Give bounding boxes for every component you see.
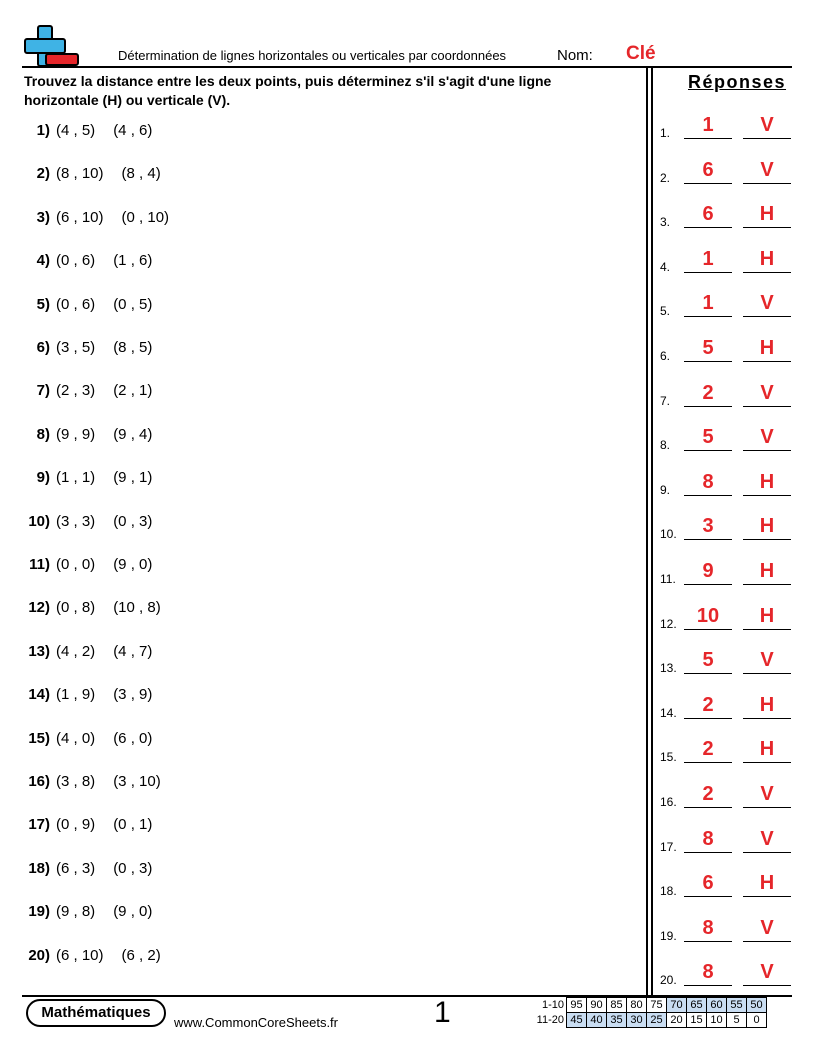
brand-badge: Mathématiques — [26, 999, 166, 1027]
type-answer: H — [759, 560, 775, 582]
type-answer-line — [743, 629, 791, 630]
score-row — [528, 998, 767, 1013]
answer-number: 13. — [660, 661, 677, 676]
point-2: (0 , 10) — [121, 208, 170, 226]
type-answer-line — [743, 272, 791, 273]
point-2: (2 , 1) — [113, 382, 153, 400]
type-answer-line — [743, 361, 791, 362]
point-2: (6 , 0) — [113, 729, 153, 747]
column-divider — [646, 68, 653, 996]
distance-answer: 5 — [702, 426, 714, 449]
type-answer: V — [760, 827, 774, 850]
problem-number: 18) — [28, 859, 50, 877]
score-cell: 35 — [607, 1013, 627, 1028]
problem-item — [24, 425, 152, 445]
problem-number: 15) — [28, 729, 50, 747]
score-range-label: 11-20 — [536, 1014, 564, 1026]
distance-answer-line — [684, 316, 732, 317]
problem-number: 4) — [36, 252, 50, 270]
score-cell: 0 — [747, 1013, 767, 1028]
answer-number: 5. — [660, 304, 671, 319]
type-answer-line — [743, 316, 791, 317]
type-answer: V — [760, 961, 774, 984]
problem-number: 14) — [28, 686, 50, 704]
type-answer-line — [743, 539, 791, 540]
answer-number: 12. — [660, 616, 677, 631]
distance-answer: 1 — [702, 292, 714, 315]
point-2: (0 , 3) — [113, 512, 153, 530]
point-1: (1 , 9) — [56, 686, 96, 704]
point-2: (4 , 7) — [113, 642, 153, 660]
score-cell: 15 — [687, 1013, 707, 1028]
problem-number: 19) — [28, 903, 50, 921]
point-2: (0 , 1) — [113, 816, 153, 834]
type-answer-line — [743, 495, 791, 496]
score-cell: 40 — [587, 1013, 607, 1028]
type-answer: V — [760, 158, 774, 181]
point-1: (8 , 10) — [56, 165, 104, 183]
answers-title: Réponses — [688, 72, 787, 92]
point-2: (9 , 4) — [113, 425, 153, 443]
point-2: (1 , 6) — [113, 252, 153, 270]
answer-row — [660, 378, 792, 408]
problem-item — [24, 685, 152, 705]
distance-answer-line — [684, 361, 732, 362]
score-range-label: 1-10 — [541, 999, 564, 1011]
distance-answer: 8 — [702, 916, 714, 939]
type-answer: H — [759, 693, 775, 716]
point-2: (0 , 5) — [113, 295, 153, 313]
type-answer: V — [760, 114, 774, 136]
type-answer-line — [743, 183, 791, 184]
distance-answer: 3 — [702, 515, 714, 538]
point-1: (0 , 6) — [56, 295, 96, 313]
problem-item — [24, 946, 161, 966]
answer-number: 4. — [660, 259, 671, 274]
problem-item — [24, 902, 152, 922]
distance-answer-line — [684, 495, 732, 496]
problem-number: 1) — [36, 122, 50, 139]
distance-answer-line — [684, 896, 732, 897]
distance-answer-line — [684, 629, 732, 630]
point-1: (9 , 8) — [56, 903, 96, 921]
problem-item — [24, 121, 152, 141]
answer-number: 20. — [660, 973, 677, 988]
answer-number: 14. — [660, 705, 677, 720]
score-cell: 30 — [627, 1013, 647, 1028]
problem-number: 12) — [28, 599, 50, 617]
answer-row — [660, 110, 792, 140]
answer-number: 11. — [660, 572, 676, 586]
distance-answer: 9 — [702, 560, 714, 582]
distance-answer-line — [684, 762, 732, 763]
distance-answer: 5 — [702, 649, 714, 672]
score-row — [528, 1013, 767, 1028]
type-answer: H — [759, 337, 775, 359]
point-2: (10 , 8) — [113, 599, 161, 617]
answer-number: 16. — [660, 795, 677, 809]
point-1: (0 , 6) — [56, 252, 96, 270]
point-1: (3 , 5) — [56, 339, 96, 356]
problem-number: 11) — [29, 556, 50, 573]
answer-number: 17. — [660, 839, 677, 854]
problem-item — [24, 642, 152, 662]
problem-number: 16) — [28, 773, 50, 790]
type-answer: V — [760, 649, 774, 672]
problem-number: 6) — [36, 339, 50, 356]
problem-number: 7) — [36, 382, 50, 400]
distance-answer: 10 — [696, 604, 720, 627]
problem-number: 13) — [28, 642, 50, 660]
answer-number: 1. — [660, 126, 671, 140]
answer-number: 6. — [660, 349, 671, 363]
point-1: (2 , 3) — [56, 382, 96, 400]
problem-item — [24, 468, 152, 488]
type-answer-line — [743, 138, 791, 139]
answer-number: 3. — [660, 215, 671, 230]
answer-row — [660, 913, 792, 943]
type-answer: H — [759, 203, 775, 226]
point-2: (0 , 3) — [113, 859, 153, 877]
type-answer: H — [759, 515, 775, 538]
distance-answer: 8 — [702, 470, 714, 493]
point-2: (6 , 2) — [121, 946, 161, 964]
distance-answer-line — [684, 406, 732, 407]
answer-row — [660, 333, 792, 363]
answer-number: 19. — [660, 928, 677, 943]
type-answer: V — [760, 916, 774, 939]
answer-number: 2. — [660, 170, 671, 185]
type-answer: V — [760, 381, 774, 404]
answer-row — [660, 422, 792, 452]
answer-row — [660, 734, 792, 764]
point-1: (1 , 1) — [56, 469, 96, 487]
score-cell: 60 — [707, 998, 727, 1013]
problem-item — [24, 555, 152, 575]
point-1: (6 , 10) — [56, 208, 104, 226]
problem-number: 3) — [36, 208, 50, 226]
answer-number: 9. — [660, 482, 671, 497]
distance-answer: 2 — [702, 738, 714, 761]
problem-item — [24, 598, 161, 618]
point-1: (3 , 8) — [56, 773, 96, 790]
point-2: (4 , 6) — [113, 122, 153, 139]
answer-row — [660, 199, 792, 229]
page-number: 1 — [434, 996, 451, 1029]
score-cell: 95 — [567, 998, 587, 1013]
distance-answer-line — [684, 272, 732, 273]
distance-answer-line — [684, 718, 732, 719]
problem-number: 5) — [36, 295, 50, 313]
point-2: (8 , 4) — [121, 165, 161, 183]
type-answer-line — [743, 896, 791, 897]
instructions: Trouvez la distance entre les deux points, puis déterminez s'il s'agit d'une ligne horizontale (H) ou verticale (V). — [24, 73, 552, 108]
problem-number: 9) — [36, 469, 50, 487]
point-1: (0 , 8) — [56, 599, 96, 617]
problem-item — [24, 164, 161, 184]
score-cell: 5 — [727, 1013, 747, 1028]
problem-number: 17) — [28, 816, 50, 834]
answer-row — [660, 244, 792, 274]
distance-answer: 2 — [702, 783, 714, 805]
score-cell: 25 — [647, 1013, 667, 1028]
type-answer: H — [759, 247, 775, 270]
distance-answer: 2 — [702, 693, 714, 716]
problem-item — [24, 815, 152, 835]
answer-row — [660, 690, 792, 720]
score-cell: 50 — [747, 998, 767, 1013]
distance-answer: 8 — [702, 961, 714, 984]
point-2: (9 , 0) — [113, 903, 153, 921]
problem-item — [24, 512, 152, 532]
score-cell: 90 — [587, 998, 607, 1013]
type-answer: V — [760, 292, 774, 315]
distance-answer-line — [684, 584, 732, 585]
distance-answer: 1 — [702, 247, 714, 270]
score-cell: 65 — [687, 998, 707, 1013]
score-cell: 75 — [647, 998, 667, 1013]
answer-number: 10. — [660, 527, 677, 542]
point-1: (6 , 3) — [56, 859, 96, 877]
answer-row — [660, 957, 792, 987]
distance-answer: 2 — [702, 381, 714, 404]
answer-number: 18. — [660, 884, 677, 899]
distance-answer-line — [684, 673, 732, 674]
point-1: (4 , 5) — [56, 122, 96, 139]
distance-answer: 6 — [702, 203, 714, 226]
name-label: Nom: — [557, 47, 593, 64]
type-answer: H — [759, 872, 775, 895]
distance-answer-line — [684, 227, 732, 228]
point-2: (3 , 9) — [113, 686, 153, 704]
point-2: (3 , 10) — [113, 773, 161, 790]
type-answer-line — [743, 807, 791, 808]
answer-row — [660, 779, 792, 809]
score-cell: 45 — [567, 1013, 587, 1028]
distance-answer-line — [684, 183, 732, 184]
score-cell: 55 — [727, 998, 747, 1013]
answer-row — [660, 288, 792, 318]
point-1: (6 , 10) — [56, 946, 104, 964]
type-answer-line — [743, 584, 791, 585]
distance-answer: 6 — [702, 872, 714, 895]
point-1: (4 , 0) — [56, 729, 96, 747]
point-1: (3 , 3) — [56, 512, 96, 530]
problem-number: 20) — [28, 946, 50, 964]
problem-number: 2) — [36, 165, 50, 183]
problem-item — [24, 295, 152, 315]
answer-row — [660, 824, 792, 854]
distance-answer-line — [684, 852, 732, 853]
point-1: (0 , 0) — [56, 556, 96, 573]
type-answer-line — [743, 718, 791, 719]
distance-answer: 6 — [702, 158, 714, 181]
website-link[interactable]: www.CommonCoreSheets.fr — [174, 1015, 338, 1030]
answer-row — [660, 868, 792, 898]
score-table — [528, 997, 767, 1028]
answer-row — [660, 601, 792, 631]
type-answer: H — [759, 470, 775, 493]
problem-item — [24, 208, 169, 228]
answer-row — [660, 467, 792, 497]
score-cell: 10 — [707, 1013, 727, 1028]
distance-answer: 8 — [702, 827, 714, 850]
type-answer-line — [743, 227, 791, 228]
distance-answer-line — [684, 941, 732, 942]
answer-row — [660, 511, 792, 541]
type-answer-line — [743, 450, 791, 451]
type-answer-line — [743, 406, 791, 407]
type-answer-line — [743, 673, 791, 674]
page-title: Détermination de lignes horizontales ou verticales par coordonnées — [118, 48, 507, 63]
score-cell: 20 — [667, 1013, 687, 1028]
type-answer: V — [760, 426, 774, 449]
point-1: (9 , 9) — [56, 425, 96, 443]
answer-number: 7. — [660, 393, 671, 408]
type-answer: H — [759, 738, 775, 761]
point-2: (9 , 0) — [113, 556, 153, 573]
distance-answer-line — [684, 985, 732, 986]
logo — [24, 24, 80, 68]
answer-row — [660, 155, 792, 185]
answer-key-label: Clé — [626, 43, 656, 64]
point-1: (4 , 2) — [56, 642, 96, 660]
answer-row — [660, 556, 792, 586]
distance-answer-line — [684, 138, 732, 139]
problem-item — [24, 338, 152, 358]
type-answer-line — [743, 852, 791, 853]
score-cell: 85 — [607, 998, 627, 1013]
problem-item — [24, 859, 152, 879]
distance-answer: 1 — [702, 114, 714, 136]
problem-item — [24, 381, 152, 401]
score-cell: 70 — [667, 998, 687, 1013]
distance-answer: 5 — [702, 337, 714, 359]
type-answer: H — [759, 604, 775, 627]
problem-number: 8) — [36, 425, 50, 443]
problem-item — [24, 729, 152, 749]
answer-number: 8. — [660, 438, 671, 453]
answer-number: 15. — [660, 750, 677, 765]
type-answer-line — [743, 941, 791, 942]
type-answer: V — [760, 783, 774, 805]
problem-item — [24, 772, 161, 792]
distance-answer-line — [684, 539, 732, 540]
point-1: (0 , 9) — [56, 816, 96, 834]
answer-row — [660, 645, 792, 675]
header-divider — [22, 66, 792, 68]
point-2: (8 , 5) — [113, 339, 153, 356]
type-answer-line — [743, 985, 791, 986]
problem-item — [24, 251, 152, 271]
problem-number: 10) — [28, 512, 50, 530]
type-answer-line — [743, 762, 791, 763]
distance-answer-line — [684, 450, 732, 451]
score-cell: 80 — [627, 998, 647, 1013]
distance-answer-line — [684, 807, 732, 808]
point-2: (9 , 1) — [113, 469, 153, 487]
